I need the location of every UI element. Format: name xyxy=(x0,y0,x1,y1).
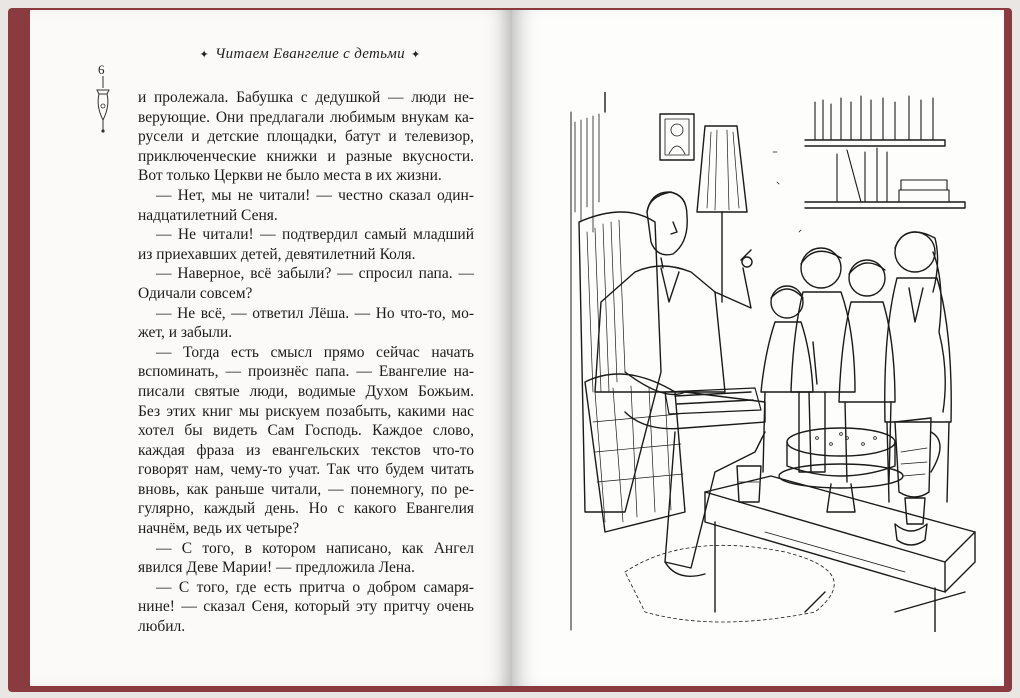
text-line: гулярно, каждый день. Но с какого Евангелия xyxy=(138,500,474,518)
text-line: любил. xyxy=(138,618,186,636)
cake xyxy=(779,428,903,512)
text-line: надцатилетний Сеня. xyxy=(138,206,278,224)
rug xyxy=(625,545,834,622)
text-line: — С того, в котором написано, как Ангел xyxy=(156,539,474,557)
text-line: писали святые люди, водимые Духом Божьим. xyxy=(138,382,474,400)
text-line: нине! — сказал Сеня, который эту притчу очень xyxy=(138,598,474,616)
text-line: явился Деве Марии! — предложила Лена. xyxy=(138,559,415,577)
lamp-icon xyxy=(93,76,113,134)
text-line: Без этих книг мы рискуем позабыть, какими нас xyxy=(138,402,474,420)
text-block xyxy=(138,88,474,637)
text-line: каждая фраза из евангельских текстов что-то xyxy=(138,441,474,459)
running-head-title: Читаем Евангелие с детьми xyxy=(215,46,405,62)
text-line: начнём, ведь их четыре? xyxy=(138,520,300,538)
running-head xyxy=(190,46,430,63)
text-line: — Не всё, — ответил Лёша. — Но что-то, мо- xyxy=(156,304,474,322)
text-line: Одичали совсем? xyxy=(138,284,253,302)
page-number: 6 xyxy=(98,62,105,77)
text-line: — Нет, мы не читали! — честно сказал один- xyxy=(156,186,474,204)
text-line: Вот только Церкви не было места в их жизни. xyxy=(138,167,442,185)
armchair xyxy=(579,212,685,532)
bookshelf xyxy=(805,96,965,208)
text-line: — С того, где есть притча о добром самаря- xyxy=(156,578,474,596)
text-line: вспоминать, — произнёс папа. — Евангелие на- xyxy=(138,363,474,381)
icon-frame xyxy=(660,114,694,160)
pitcher xyxy=(895,418,940,497)
child-3 xyxy=(839,260,895,482)
text-line: — Тогда есть смысл прямо сейчас начать xyxy=(156,343,474,361)
family-reading-illustration xyxy=(565,92,985,632)
coffee-table xyxy=(705,476,975,632)
text-line: и пролежала. Бабушка с дедушкой — люди не- xyxy=(138,89,474,106)
text-line: говорят нам, чему-то учат. Так что будем читать xyxy=(138,461,474,479)
text-line: жет, и забыли. xyxy=(138,324,233,342)
ornament-right: ✦ xyxy=(410,49,421,61)
text-line: русели и детские площадки, батут и телевизор, xyxy=(138,128,474,146)
text-line: из приехавших детей, девятилетний Коля. xyxy=(138,245,416,263)
floor-lamp xyxy=(697,126,747,302)
cup xyxy=(895,498,927,545)
ornament-left: ✦ xyxy=(199,49,210,61)
text-line: — Не читали! — подтвердил самый младший xyxy=(156,226,474,244)
text-line: — Наверное, всё забыли? — спросил папа. — xyxy=(156,265,474,283)
text-line: приключенческие книжки и разные вкусности. xyxy=(138,147,474,165)
text-line: вновь, как раньше читали, — понемногу, по ре- xyxy=(138,480,474,498)
text-line: верующие. Они предлагали любимым внукам ка- xyxy=(138,108,474,126)
text-line: хотел бы видеть Сам Господь. Каждое слово, xyxy=(138,422,474,440)
